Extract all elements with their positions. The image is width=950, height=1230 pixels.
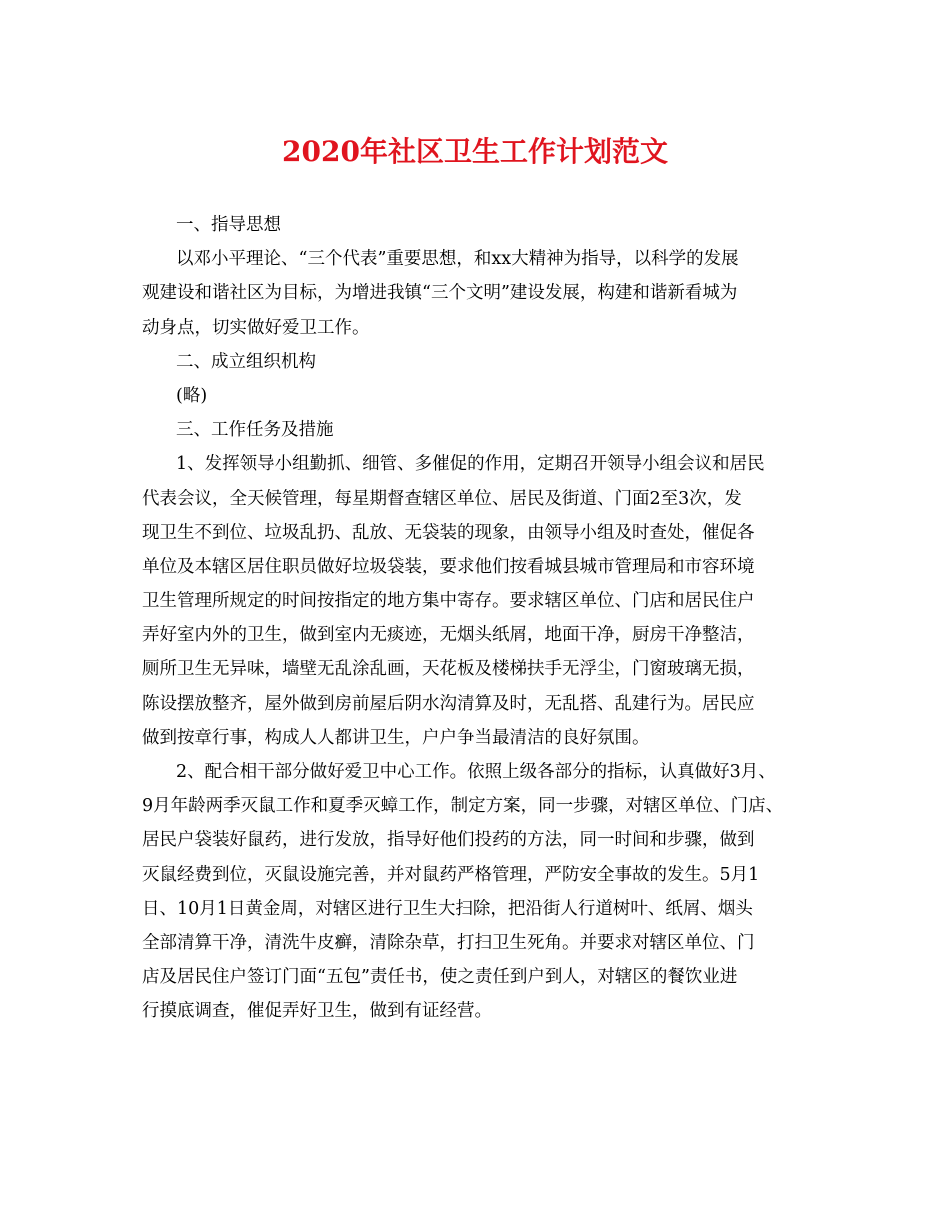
text-line: 一、指导思想 xyxy=(176,215,281,235)
text-line: 代表会议，全天候管理，每星期督查辖区单位、居民及街道、门面2至3次，发 xyxy=(142,488,742,509)
text-line: 三、工作任务及措施 xyxy=(176,420,334,441)
text-line: 单位及本辖区居住职员做好垃圾袋装，要求他们按看城县城市管理局和市容环境 xyxy=(142,556,755,577)
text-line: 厕所卫生无异味，墙壁无乱涂乱画，天花板及楼梯扶手无浮尘，门窗玻璃无损， xyxy=(142,659,755,680)
text-line: 卫生管理所规定的时间按指定的地方集中寄存。要求辖区单位、门店和居民住户 xyxy=(142,591,755,612)
text-line: 居民户袋装好鼠药，进行发放，指导好他们投药的方法，同一时间和步骤，做到 xyxy=(142,830,755,851)
text-line: 2、配合相干部分做好爱卫中心工作。依照上级各部分的指标，认真做好3月、 xyxy=(176,762,776,782)
text-line: 灭鼠经费到位，灭鼠设施完善，并对鼠药严格管理，严防安全事故的发生。5月1 xyxy=(142,864,760,885)
text-line: 全部清算干净，清洗牛皮癣，清除杂草，打扫卫生死角。并要求对辖区单位、门 xyxy=(142,932,755,953)
document-body xyxy=(142,208,822,1029)
text-line: (略) xyxy=(176,385,208,406)
text-line: 观建设和谐社区为目标，为增进我镇“三个文明”建设发展，构建和谐新看城为 xyxy=(142,283,738,304)
text-line: 弄好室内外的卫生，做到室内无痰迹，无烟头纸屑，地面干净，厨房干净整洁， xyxy=(142,625,755,646)
text-line: 二、成立组织机构 xyxy=(176,351,316,372)
document-title: 2020年社区卫生工作计划范文 xyxy=(282,135,668,168)
text-line: 动身点，切实做好爱卫工作。 xyxy=(142,317,370,338)
text-line: 9月年龄两季灭鼠工作和夏季灭蟑工作，制定方案，同一步骤，对辖区单位、门店、 xyxy=(142,796,784,817)
text-line: 以邓小平理论、“三个代表”重要思想，和xx大精神为指导，以科学的发展 xyxy=(176,249,739,270)
text-line: 日、10月1日黄金周，对辖区进行卫生大扫除，把沿街人行道树叶、纸屑、烟头 xyxy=(142,898,753,919)
text-line: 行摸底调查，催促弄好卫生，做到有证经营。 xyxy=(142,1001,492,1022)
text-line: 1、发挥领导小组勤抓、细管、多催促的作用，定期召开领导小组会议和居民 xyxy=(176,454,765,475)
text-line: 做到按章行事，构成人人都讲卫生，户户争当最清洁的良好氛围。 xyxy=(142,727,650,748)
text-line: 陈设摆放整齐，屋外做到房前屋后阴水沟清算及时，无乱搭、乱建行为。居民应 xyxy=(142,693,755,714)
text-line: 店及居民住户签订门面“五包”责任书，使之责任到户到人，对辖区的餐饮业进 xyxy=(142,967,738,988)
text-line: 现卫生不到位、垃圾乱扔、乱放、无袋装的现象，由领导小组及时查处，催促各 xyxy=(142,522,755,543)
